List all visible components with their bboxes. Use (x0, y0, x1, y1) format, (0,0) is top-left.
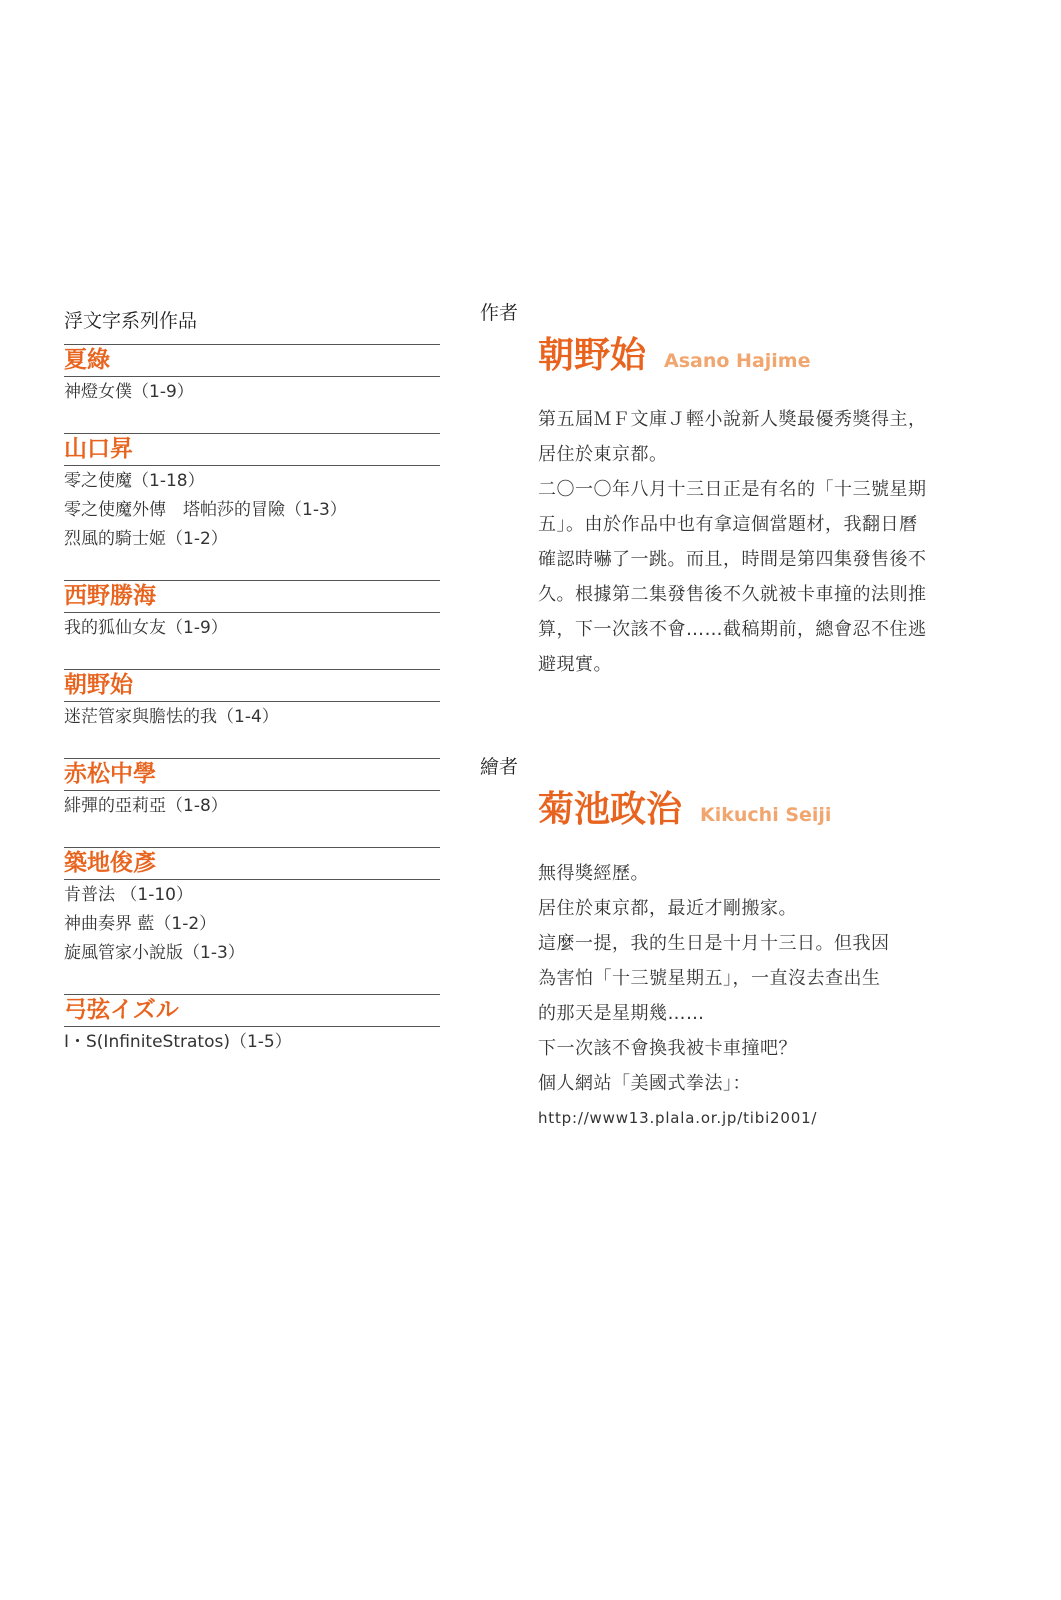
bio-line: 個人網站「美國式拳法」： (538, 1073, 751, 1094)
author-name-cn: 朝野始 (538, 335, 647, 376)
series-author-name: 赤松中學 (64, 758, 440, 791)
author-name-row (538, 330, 1000, 388)
bio-line: 二〇一〇年八月十三日正是有名的「十三號星期 (538, 479, 927, 500)
series-work-list (64, 377, 440, 407)
series-work-item: 神燈女僕（1-9） (64, 382, 194, 402)
series-work-item: 神曲奏界 藍（1-2） (64, 914, 217, 934)
bio-line: 下一次該不會換我被卡車撞吧？ (538, 1038, 797, 1059)
author-section (480, 296, 1000, 682)
series-author-name: 山口昇 (64, 433, 440, 466)
series-author-name: 築地俊彥 (64, 847, 440, 880)
bio-line: 確認時嚇了一跳。而且，時間是第四集發售後不 (538, 549, 927, 570)
series-work-item: 我的狐仙女友（1-9） (64, 618, 228, 638)
series-author-block (64, 994, 440, 1057)
illustrator-name-row (538, 784, 1000, 842)
series-work-item: 緋彈的亞莉亞（1-8） (64, 796, 228, 816)
illustrator-role-label: 繪者 (480, 756, 519, 778)
series-work-list (64, 613, 440, 643)
illustrator-name-cn: 菊池政治 (538, 789, 683, 830)
bio-line: 無得獎經歷。 (538, 863, 649, 884)
bio-line: 算，下一次該不會……截稿期前，總會忍不住逃 (538, 619, 927, 640)
series-work-list (64, 880, 440, 968)
series-work-item: 零之使魔（1-18） (64, 471, 205, 491)
series-work-item: 旋風管家小說版（1-3） (64, 943, 245, 963)
series-author-name: 朝野始 (64, 669, 440, 702)
illustrator-bio (538, 856, 1000, 1101)
illustrator-section (480, 750, 1000, 1136)
series-work-list (64, 702, 440, 732)
series-author-block (64, 344, 440, 407)
series-work-list (64, 466, 440, 554)
illustrator-name-en: Kikuchi Seiji (700, 804, 832, 826)
series-list (64, 306, 440, 1083)
series-work-item: 烈風的騎士姬（1-2） (64, 529, 228, 549)
series-work-item: 迷茫管家與膽怯的我（1-4） (64, 707, 279, 727)
series-author-block (64, 669, 440, 732)
series-author-block (64, 580, 440, 643)
bio-line: 第五屆ＭＦ文庫Ｊ輕小說新人獎最優秀獎得主， (538, 409, 927, 430)
series-author-block (64, 758, 440, 821)
bio-line: 居住於東京都。 (538, 444, 668, 465)
series-work-list (64, 1027, 440, 1057)
series-work-item: 肯普法 （1-10） (64, 885, 193, 905)
illustrator-profile (538, 784, 1000, 1136)
series-work-list (64, 791, 440, 821)
series-author-name: 弓弦イズル (64, 994, 440, 1027)
author-profile (538, 330, 1000, 682)
bio-line: 為害怕「十三號星期五」，一直沒去查出生 (538, 968, 881, 989)
series-author-block (64, 847, 440, 968)
series-author-name: 夏綠 (64, 344, 440, 377)
bio-line: 居住於東京都，最近才剛搬家。 (538, 898, 797, 919)
series-work-item: 零之使魔外傳 塔帕莎的冒險（1-3） (64, 500, 347, 520)
website-url[interactable]: http://www13.plala.or.jp/tibi2001/ (538, 1109, 818, 1127)
series-author-block (64, 433, 440, 554)
bio-line: 五」。由於作品中也有拿這個當題材，我翻日曆 (538, 514, 918, 535)
series-title: 浮文字系列作品 (64, 310, 198, 332)
author-role-label: 作者 (480, 302, 519, 324)
bio-line: 避現實。 (538, 654, 612, 675)
bio-line: 久。根據第二集發售後不久就被卡車撞的法則推 (538, 584, 927, 605)
series-author-name: 西野勝海 (64, 580, 440, 613)
author-name-en: Asano Hajime (664, 350, 811, 372)
bio-line: 這麼一提，我的生日是十月十三日。但我因 (538, 933, 890, 954)
author-list (64, 344, 440, 1057)
bio-line: 的那天是星期幾…… (538, 1003, 705, 1024)
series-work-item: I・S(InfiniteStratos)（1-5） (64, 1032, 292, 1052)
author-bio (538, 402, 1000, 682)
